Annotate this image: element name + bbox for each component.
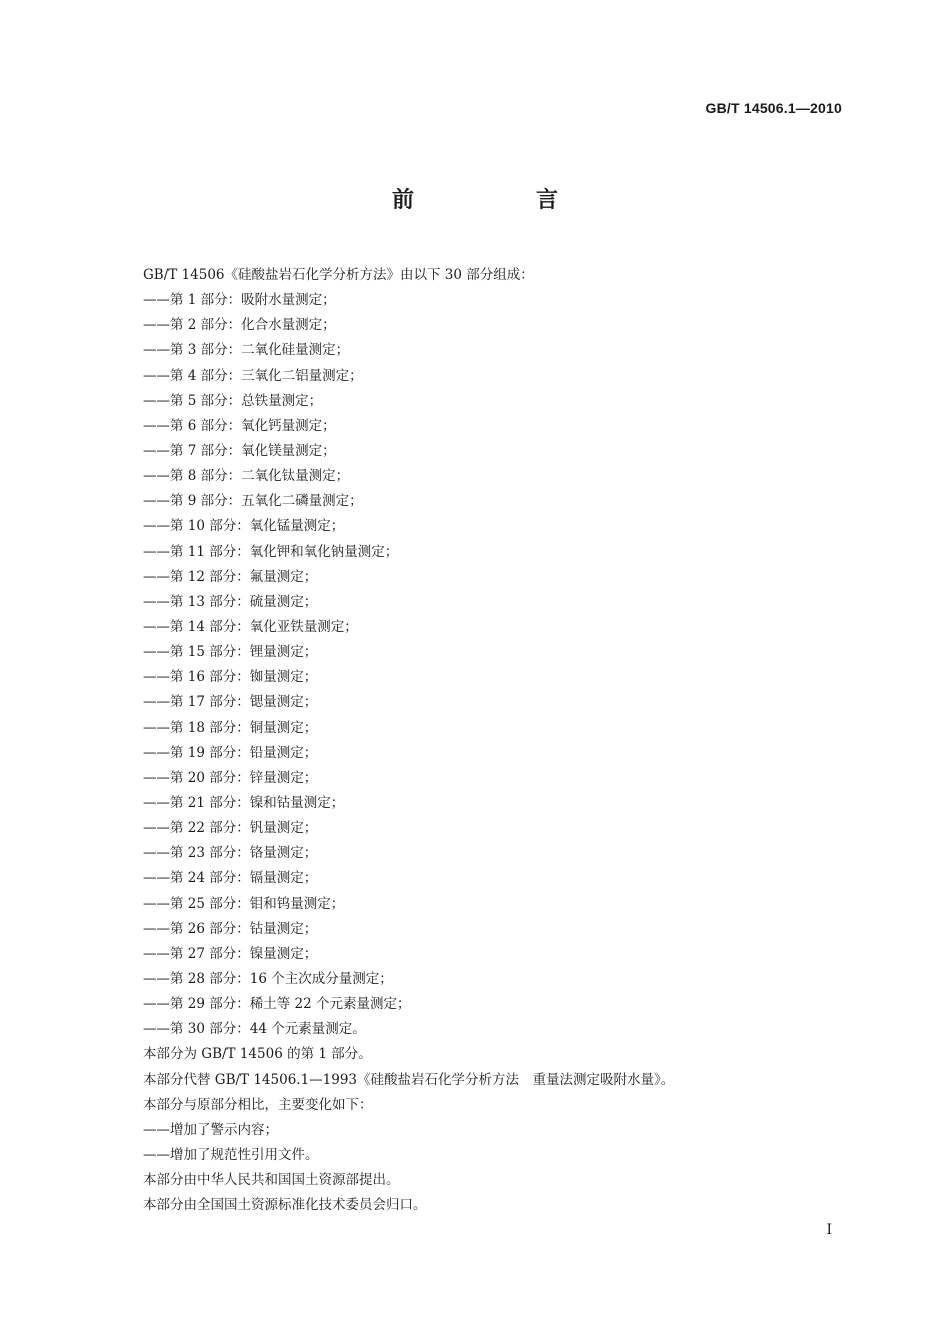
list-item: ——第 21 部分：镍和钴量测定；: [143, 794, 345, 811]
list-item: ——第 22 部分：钒量测定；: [143, 820, 318, 837]
list-item: ——第 25 部分：钼和钨量测定；: [143, 895, 345, 912]
list-item: ——第 16 部分：铷量测定；: [143, 669, 318, 686]
paragraph: 本部分与原部分相比，主要变化如下：: [143, 1096, 373, 1113]
list-item: ——第 1 部分：吸附水量测定；: [143, 292, 336, 309]
list-item: ——增加了警示内容；: [143, 1121, 278, 1138]
list-item: ——第 6 部分：氧化钙量测定；: [143, 417, 336, 434]
list-item: ——第 14 部分：氧化亚铁量测定；: [143, 618, 358, 635]
list-item: ——第 7 部分：氧化镁量测定；: [143, 442, 336, 459]
list-item: ——第 11 部分：氧化钾和氧化钠量测定；: [143, 543, 399, 560]
paragraph: 本部分为 GB/T 14506 的第 1 部分。: [143, 1046, 372, 1063]
list-item: ——第 13 部分：硫量测定；: [143, 593, 318, 610]
paragraph: 本部分代替 GB/T 14506.1—1993《硅酸盐岩石化学分析方法 重量法测定吸附水量》。: [143, 1071, 675, 1088]
page-title: 前 言: [391, 188, 608, 213]
list-item: ——第 3 部分：二氧化硅量测定；: [143, 342, 350, 359]
page-number: I: [826, 1222, 832, 1238]
standard-code: GB/T 14506.1—2010: [705, 100, 842, 116]
list-item: ——第 24 部分：镉量测定；: [143, 870, 318, 887]
list-item: ——第 18 部分：铜量测定；: [143, 719, 318, 736]
list-item: ——第 27 部分：镍量测定；: [143, 945, 318, 962]
list-item: ——第 23 部分：铬量测定；: [143, 845, 318, 862]
list-item: ——第 8 部分：二氧化钛量测定；: [143, 468, 350, 485]
list-item: ——第 5 部分：总铁量测定；: [143, 392, 323, 409]
list-item: ——第 26 部分：钴量测定；: [143, 920, 318, 937]
paragraph: 本部分由中华人民共和国国土资源部提出。: [143, 1172, 400, 1189]
list-item: ——第 19 部分：铅量测定；: [143, 744, 318, 761]
list-item: ——第 17 部分：锶量测定；: [143, 694, 318, 711]
list-item: ——增加了规范性引用文件。: [143, 1146, 319, 1163]
list-item: ——第 10 部分：氧化锰量测定；: [143, 518, 345, 535]
paragraph: GB/T 14506《硅酸盐岩石化学分析方法》由以下 30 部分组成：: [143, 267, 534, 283]
list-item: ——第 12 部分：氟量测定；: [143, 568, 318, 585]
document-body: [143, 263, 843, 1218]
list-item: ——第 20 部分：锌量测定；: [143, 769, 318, 786]
paragraph: 本部分由全国国土资源标准化技术委员会归口。: [143, 1197, 427, 1214]
list-item: ——第 15 部分：锂量测定；: [143, 644, 318, 661]
list-item: ——第 29 部分：稀土等 22 个元素量测定；: [143, 996, 411, 1013]
list-item: ——第 28 部分：16 个主次成分量测定；: [143, 970, 393, 987]
list-item: ——第 4 部分：三氧化二铝量测定；: [143, 367, 363, 384]
list-item: ——第 2 部分：化合水量测定；: [143, 317, 336, 334]
list-item: ——第 9 部分：五氧化二磷量测定；: [143, 493, 363, 510]
list-item: ——第 30 部分：44 个元素量测定。: [143, 1021, 366, 1038]
